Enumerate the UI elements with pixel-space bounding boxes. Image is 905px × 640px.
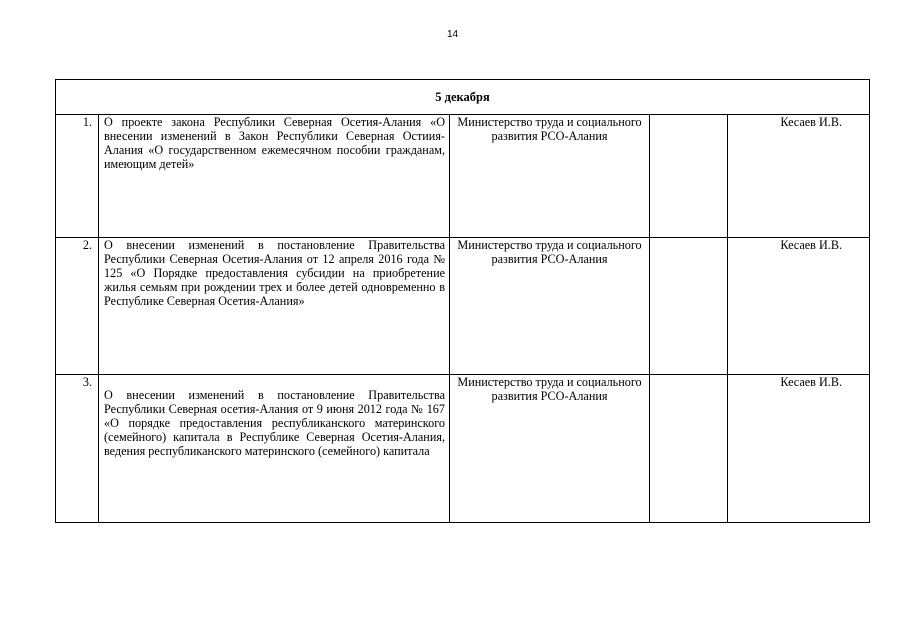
row-topic: О внесении изменений в постановление Правительства Республики Северная осетия-Алания от 9 июня 2012 года № 167 «О порядке предоставления республиканского материнского (семейного) капитала в Республике Северная Осетия-Алания, ведения республиканского материнского (семейного) капитала <box>99 375 450 523</box>
row-organization: Министерство труда и социального развития РСО-Алания <box>450 375 650 523</box>
row-extra <box>650 238 728 375</box>
row-number: 1. <box>56 115 99 238</box>
row-organization: Министерство труда и социального развития РСО-Алания <box>450 115 650 238</box>
date-header-row <box>56 80 870 115</box>
row-organization: Министерство труда и социального развития РСО-Алания <box>450 238 650 375</box>
table-row <box>56 115 870 238</box>
page-number: 14 <box>446 29 459 40</box>
row-extra <box>650 115 728 238</box>
date-heading: 5 декабря <box>56 80 870 115</box>
row-topic: О внесении изменений в постановление Правительства Республики Северная Осетия-Алания от 12 апреля 2016 года № 125 «О Порядке предоставления субсидии на приобретение жилья семьям при рождении трех и более детей одновременно в Республике Северная Осетия-Алания» <box>99 238 450 375</box>
table-row <box>56 238 870 375</box>
row-responsible: Кесаев И.В. <box>728 375 870 523</box>
row-topic: О проекте закона Республики Северная Осетия-Алания «О внесении изменений в Закон Республики Северная Остиия-Алания «О государственном ежемесячном пособии гражданам, имеющим детей» <box>99 115 450 238</box>
row-responsible: Кесаев И.В. <box>728 238 870 375</box>
schedule-table <box>55 79 870 523</box>
row-responsible: Кесаев И.В. <box>728 115 870 238</box>
row-extra <box>650 375 728 523</box>
table-row <box>56 375 870 523</box>
row-number: 3. <box>56 375 99 523</box>
row-number: 2. <box>56 238 99 375</box>
